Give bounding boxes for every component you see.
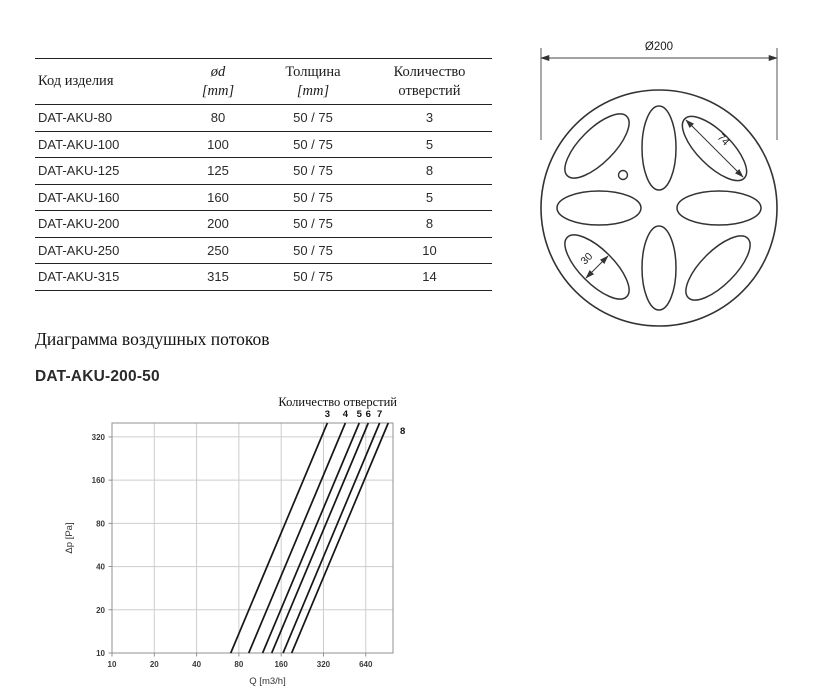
header-line: Код изделия [38, 73, 114, 90]
table-cell: 200 [177, 211, 259, 238]
table-row [35, 237, 492, 264]
series-label-6: 6 [365, 409, 371, 420]
product-table-header [35, 59, 492, 105]
product-code-cell: DAT-AKU-250 [35, 237, 177, 264]
table-header-cell [35, 59, 177, 105]
product-code-cell: DAT-AKU-80 [35, 105, 177, 132]
product-code-cell: DAT-AKU-160 [35, 184, 177, 211]
x-tick-label: 80 [234, 660, 244, 669]
technical-drawing [515, 0, 823, 335]
series-line-5 [263, 423, 360, 653]
series-label-8: 8 [400, 426, 406, 437]
table-cell: 50 / 75 [259, 211, 367, 238]
pilot-hole [619, 171, 628, 180]
disc-drawing-svg [515, 0, 823, 335]
header-line: отверстий [398, 82, 461, 99]
product-code-cell: DAT-AKU-315 [35, 264, 177, 291]
header-line: [mm] [296, 82, 330, 99]
table-header-cell [259, 59, 367, 105]
table-cell: 80 [177, 105, 259, 132]
slot-southeast [676, 226, 759, 309]
chart-title: Количество отверстий [278, 395, 397, 409]
section-title: Диаграмма воздушных потоков [35, 329, 270, 349]
table-cell: 315 [177, 264, 259, 291]
series-line-3 [231, 423, 328, 653]
product-code-cell: DAT-AKU-125 [35, 158, 177, 185]
table-cell: 8 [367, 158, 492, 185]
product-code-cell: DAT-AKU-200 [35, 211, 177, 238]
series-label-5: 5 [356, 409, 362, 420]
table-cell: 14 [367, 264, 492, 291]
slot-north [642, 106, 676, 190]
y-tick-label: 320 [91, 432, 105, 442]
y-tick-label: 160 [91, 476, 105, 486]
diameter-dimension-label: Ø200 [644, 41, 674, 53]
table-cell: 50 / 75 [259, 158, 367, 185]
table-cell: 250 [177, 237, 259, 264]
table-cell: 8 [367, 211, 492, 238]
y-axis-title: Δp [Pa] [64, 522, 75, 554]
x-tick-label: 320 [316, 660, 331, 669]
disc-outline [541, 90, 777, 326]
header-line: ød [210, 64, 226, 81]
header-line: Количество [393, 64, 466, 81]
y-tick-label: 20 [96, 605, 105, 615]
header-line: [mm] [201, 82, 235, 99]
series-label-4: 4 [342, 409, 349, 420]
table-header-row [35, 59, 492, 105]
y-tick-label: 80 [96, 519, 105, 529]
table-header-cell [367, 59, 492, 105]
product-table [35, 58, 492, 291]
slot-northwest [555, 104, 638, 187]
x-axis-title: Q [m3/h] [249, 676, 286, 687]
table-row [35, 184, 492, 211]
x-tick-label: 160 [274, 660, 288, 669]
x-tick-label: 20 [149, 660, 159, 669]
table-cell: 3 [367, 105, 492, 132]
table-cell: 10 [367, 237, 492, 264]
product-code-cell: DAT-AKU-100 [35, 131, 177, 158]
table-row [35, 211, 492, 238]
x-tick-label: 640 [359, 660, 373, 669]
table-cell: 5 [367, 131, 492, 158]
slot-east [677, 191, 761, 225]
table-row [35, 131, 492, 158]
table-cell: 100 [177, 131, 259, 158]
table-header-cell [177, 59, 259, 105]
table-body [35, 105, 492, 291]
table-cell: 5 [367, 184, 492, 211]
airflow-chart-svg [58, 390, 430, 692]
series-label-3: 3 [324, 409, 331, 420]
slot-south [642, 226, 676, 310]
table-cell: 50 / 75 [259, 184, 367, 211]
header-line: Толщина [285, 64, 341, 81]
series-line-6 [272, 423, 369, 653]
table-cell: 50 / 75 [259, 237, 367, 264]
table-row [35, 105, 492, 132]
x-tick-label: 10 [107, 660, 117, 669]
table-row [35, 264, 492, 291]
y-tick-label: 10 [96, 649, 105, 658]
slot-length-dimension-line [686, 120, 743, 177]
table-cell: 125 [177, 158, 259, 185]
table-cell: 50 / 75 [259, 264, 367, 291]
product-spec-section [35, 58, 492, 291]
slot-west [557, 191, 641, 225]
series-label-7: 7 [376, 409, 383, 420]
y-tick-label: 40 [96, 562, 105, 572]
table-cell: 50 / 75 [259, 105, 367, 132]
x-tick-label: 40 [192, 660, 202, 669]
airflow-chart [58, 390, 430, 692]
slot-length-dimension-label: 74 [714, 131, 732, 149]
table-cell: 50 / 75 [259, 131, 367, 158]
table-cell: 160 [177, 184, 259, 211]
slot-width-dimension-label: 30 [578, 250, 596, 268]
table-row [35, 158, 492, 185]
series-line-8 [292, 423, 389, 653]
product-variant-title: DAT-AKU-200-50 [35, 368, 160, 385]
